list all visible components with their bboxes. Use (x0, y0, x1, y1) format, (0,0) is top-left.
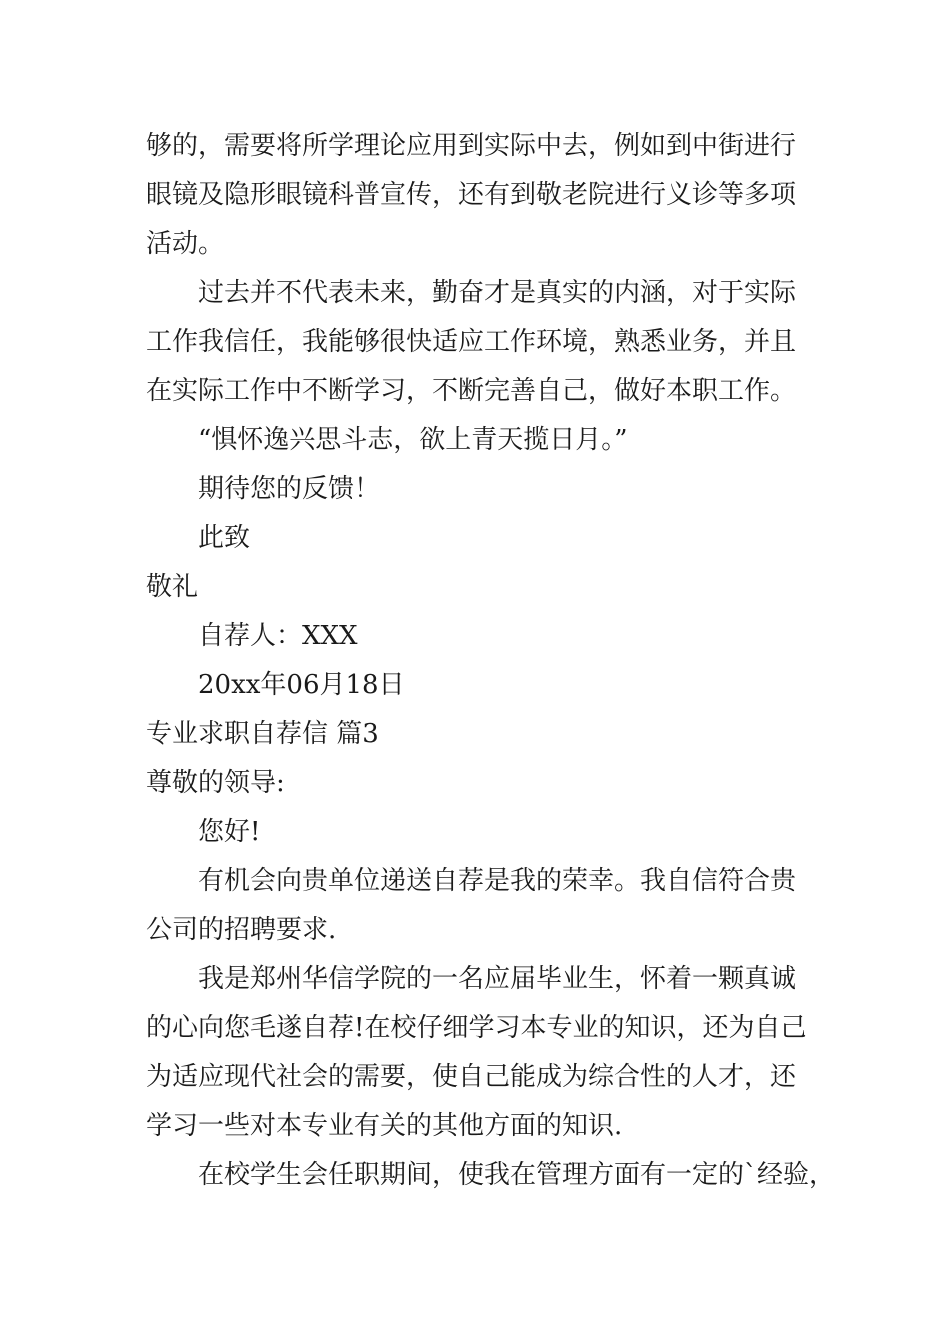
signer-line: 自荐人：XXX (198, 621, 358, 651)
greeting-line: 您好! (198, 817, 261, 847)
paragraph-1-line-2: 眼镜及隐形眼镜科普宣传，还有到敬老院进行义诊等多项 (146, 180, 797, 210)
paragraph-3-line-2: 公司的招聘要求. (146, 915, 337, 945)
document-page (146, 122, 836, 1200)
paragraph-1-line-1: 够的，需要将所学理论应用到实际中去，例如到中街进行 (146, 131, 797, 161)
salutation-line: 尊敬的领导: (146, 768, 285, 798)
closing-jingli: 敬礼 (146, 572, 199, 602)
paragraph-4-line-3: 为适应现代社会的需要，使自己能成为综合性的人才，还 (146, 1062, 797, 1092)
await-line: 期待您的反馈！ (198, 474, 381, 504)
paragraph-4-line-1: 我是郑州华信学院的一名应届毕业生，怀着一颗真诚 (198, 964, 797, 994)
paragraph-2-line-2: 工作我信任，我能够很快适应工作环境，熟悉业务，并且 (146, 327, 797, 357)
paragraph-2-line-3: 在实际工作中不断学习，不断完善自己，做好本职工作。 (146, 376, 797, 406)
paragraph-4-line-2: 的心向您毛遂自荐!在校仔细学习本专业的知识，还为自己 (146, 1013, 807, 1043)
paragraph-1-line-3: 活动。 (146, 229, 225, 259)
paragraph-4-line-4: 学习一些对本专业有关的其他方面的知识. (146, 1111, 623, 1141)
quote-line: “惧怀逸兴思斗志，欲上青天揽日月。” (198, 425, 628, 455)
paragraph-2-line-1: 过去并不代表未来，勤奋才是真实的内涵，对于实际 (198, 278, 797, 308)
date-line: 20xx年06月18日 (198, 670, 405, 700)
closing-cizhi: 此致 (198, 523, 251, 553)
paragraph-5-line-1: 在校学生会任职期间，使我在管理方面有一定的`经验， (198, 1160, 836, 1190)
section-title: 专业求职自荐信 篇3 (146, 719, 379, 749)
paragraph-3-line-1: 有机会向贵单位递送自荐是我的荣幸。我自信符合贵 (198, 866, 797, 896)
